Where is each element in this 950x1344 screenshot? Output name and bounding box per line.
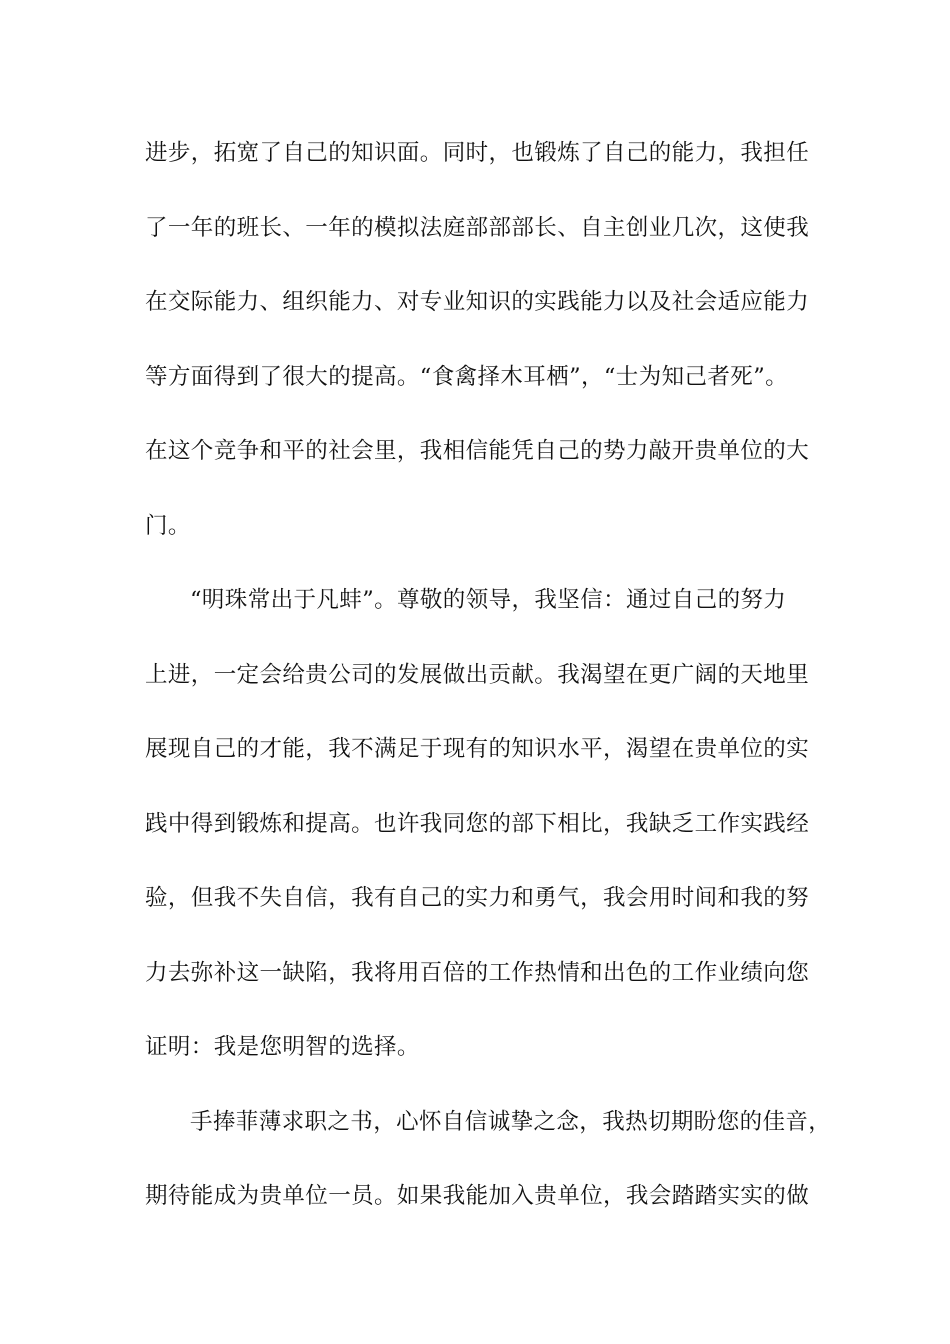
text-line: 等方面得到了很大的提高。“食禽择木耳栖”，“士为知己者死”。: [145, 363, 789, 390]
text-line: 门。: [145, 512, 191, 539]
text-line: 验，但我不失自信，我有自己的实力和勇气，我会用时间和我的努: [145, 885, 810, 911]
text-line: 力去弥补这一缺陷，我将用百倍的工作热情和出色的工作业绩向您: [145, 959, 810, 986]
text-line: 在交际能力、组织能力、对专业知识的实践能力以及社会适应能力: [145, 289, 810, 315]
paragraph-first-line: “明珠常出于凡蚌”。尊敬的领导，我坚信：通过自己的努力: [190, 587, 787, 613]
letter-body: [145, 127, 835, 1245]
text-line: 践中得到锻炼和提高。也许我同您的部下相比，我缺乏工作实践经: [145, 810, 810, 837]
text-line: 证明：我是您明智的选择。: [145, 1034, 420, 1060]
text-line: 了一年的班长、一年的模拟法庭部部部长、自主创业几次，这使我: [145, 214, 810, 241]
text-line: 在这个竞争和平的社会里，我相信能凭自己的势力敲开贵单位的大: [145, 438, 810, 464]
text-line: 进步，拓宽了自己的知识面。同时，也锻炼了自己的能力，我担任: [145, 140, 810, 166]
text-line: 上进，一定会给贵公司的发展做出贡献。我渴望在更广阔的天地里: [145, 661, 810, 688]
paragraph-first-line: 手捧菲薄求职之书，心怀自信诚挚之念，我热切期盼您的佳音，: [190, 1108, 832, 1135]
text-line: 展现自己的才能，我不满足于现有的知识水平，渴望在贵单位的实: [145, 736, 810, 762]
text-line: 期待能成为贵单位一员。如果我能加入贵单位，我会踏踏实实的做: [145, 1183, 810, 1209]
